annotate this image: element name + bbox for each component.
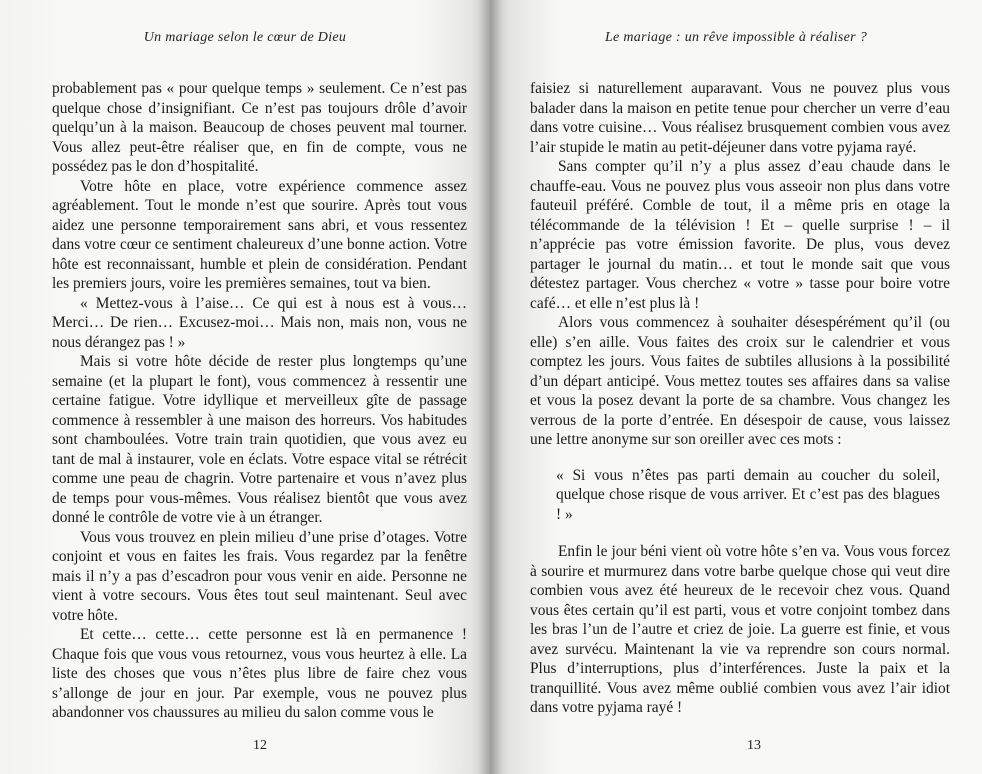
left-paragraph-1: probablement pas « pour quelque temps » seulement. Ce n’est pas quelque chose d’insignifiant. Ce n’est pas toujours drôle d’avoir quelqu’un à la maison. Beaucoup de choses peuvent mal tourner. Vous allez peut-être réaliser que, en fin de compte, vous ne possédez pas le don d’hospitalité. xyxy=(52,80,467,175)
right-running-head: Le mariage : un rêve impossible à réaliser ? xyxy=(604,30,868,45)
left-page-body xyxy=(52,79,467,723)
left-paragraph-2: Votre hôte en place, votre expérience commence assez agréablement. Tout le monde n’est que sourire. Après tout vous aidez une personne temporairement sans abri, et vous ressentez dans votre cœur ce sentiment chaleureux d’une bonne action. Votre hôte est reconnaissant, humble et plein de considération. Pendant les premiers jours, voire les premières semaines, tout va bien. xyxy=(52,177,467,292)
right-page-body xyxy=(530,79,950,718)
left-paragraph-6: Et cette… cette… cette personne est là en permanence ! Chaque fois que vous vous retournez, vous vous heurtez à elle. La liste des choses que vous n’êtes plus libre de faire chez vous s’allonge de jour en jour. Par exemple, vous ne pouvez plus abandonner vos chaussures au milieu du salon comme vous le xyxy=(52,626,467,721)
right-paragraph-3: Alors vous commencez à souhaiter désespérément qu’il (ou elle) s’en aille. Vous faites des croix sur le calendrier et vous comptez les jours. Vous faites de subtiles allusions à la possibilité d’un départ anticipé. Vous mettez toutes ses affaires dans sa valise et vous la posez devant la porte de sa chambre. Vous changez les verrous de la porte d’entrée. En désespoir de cause, vous laissez une lettre anonyme sur son oreiller avec ces mots : xyxy=(530,314,950,448)
block-quote: « Si vous n’êtes pas parti demain au coucher du soleil, quelque chose risque de vous arriver. Et c’est pas des blagues ! » xyxy=(556,466,940,523)
right-page-number: 13 xyxy=(747,738,761,753)
left-page-number: 12 xyxy=(253,738,267,753)
right-paragraph-2: Sans compter qu’il n’y a plus assez d’eau chaude dans le chauffe-eau. Vous ne pouvez plus vous asseoir non plus dans votre fauteuil préféré. Comble de tout, il a même pris en otage la télécommande de la télévision ! Et – quelle surprise ! – il n’apprécie pas votre émission favorite. De plus, vous devez partager le journal du matin… et tout le monde sait que vous détestez partager. Vous cherchez « votre » tasse pour boire votre café… et elle n’est plus là ! xyxy=(530,158,950,312)
right-page xyxy=(490,0,982,774)
left-paragraph-5: Vous vous trouvez en plein milieu d’une prise d’otages. Votre conjoint et vous en faites les frais. Vous regardez par la fenêtre mais il n’y a pas d’escadron pour vous venir en aide. Personne ne vient à votre secours. Vous êtes tout seul maintenant. Seul avec votre hôte. xyxy=(52,528,467,624)
left-paragraph-3: « Mettez-vous à l’aise… Ce qui est à nous est à vous… Merci… De rien… Excusez-moi… Mais non, mais non, vous ne nous dérangez pas ! » xyxy=(52,294,467,351)
left-running-head: Un mariage selon le cœur de Dieu xyxy=(143,30,347,45)
left-page xyxy=(0,0,490,774)
left-paragraph-4: Mais si votre hôte décide de rester plus longtemps qu’une semaine (et la plupart le font), vous commencez à ressentir une certaine fatigue. Votre idyllique et merveilleux gîte de passage commence à ressembler à une maison des horreurs. Vos habitudes sont chamboulées. Votre train train quotidien, que vous avez eu tant de mal à instaurer, vole en éclats. Votre espace vital se rétrécit comme une peau de chagrin. Votre partenaire et vous n’avez plus de temps pour vous-mêmes. Vous réalisez bientôt que vous avez donné le contrôle de votre vie à un étranger. xyxy=(52,353,467,526)
right-paragraph-1: faisiez si naturellement auparavant. Vous ne pouvez plus vous balader dans la maison en petite tenue pour chercher un verre d’eau dans votre cuisine… Vous réalisez brusquement combien vous avez l’air stupide le matin au petit-déjeuner dans votre pyjama rayé. xyxy=(530,80,950,156)
right-paragraph-closing: Enfin le jour béni vient où votre hôte s’en va. Vous vous forcez à sourire et murmurez dans votre barbe quelque chose qui veut dire combien vous avez été heureux de le recevoir chez vous. Quand vous êtes certain qu’il est parti, vous et votre conjoint tombez dans les bras l’un de l’autre et criez de joie. La guerre est finie, et vous avez survécu. Maintenant la vie va reprendre son cours normal. Plus d’interruptions, plus d’interférences. Juste la paix et la tranquillité. Vous avez même oublié combien vous avez l’air idiot dans votre pyjama rayé ! xyxy=(530,543,950,716)
